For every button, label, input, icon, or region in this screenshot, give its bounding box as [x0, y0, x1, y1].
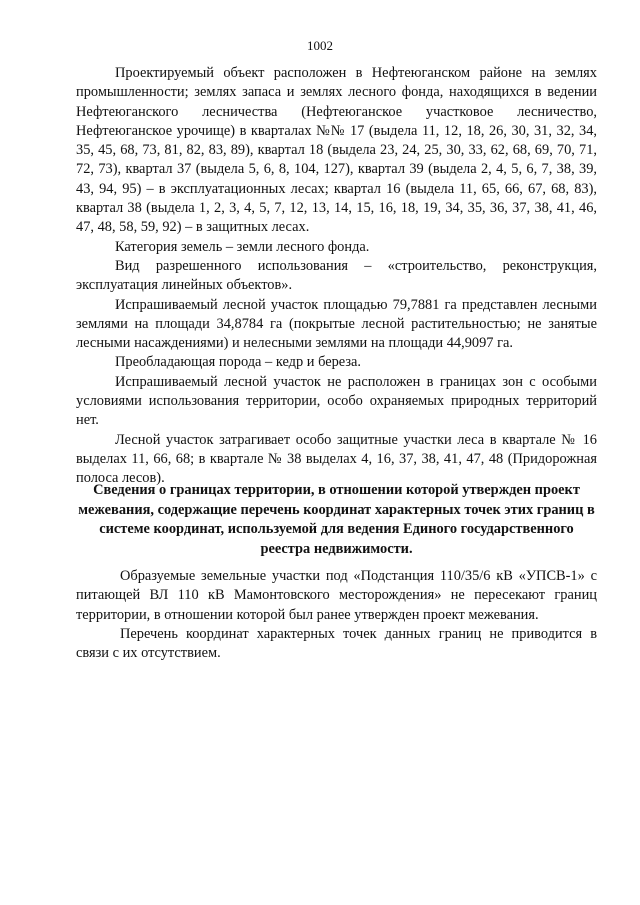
paragraph-special-zones: Испрашиваемый лесной участок не расположен в границах зон с особыми условиями использования территории, особо охраняемых природных территорий нет. — [76, 373, 597, 429]
section-heading: Сведения о границах территории, в отношении которой утвержден проект межевания, содержащие перечень координат характерных точек этих границ в системе координат, используемой для ведения Единого государственного реестра недвижимости. — [78, 482, 595, 557]
body-text — [76, 64, 597, 489]
paragraph-land-category: Категория земель – земли лесного фонда. — [115, 238, 370, 255]
paragraph-protected-areas: Лесной участок затрагивает особо защитные участки леса в квартале № 16 выделах 11, 66, 68; в квартале № 38 выделах 4, 16, 37, 38, 41, 47, 48 (Придорожная полоса лесов). — [76, 431, 597, 487]
page-number: 1002 — [307, 38, 333, 53]
section-text — [76, 567, 597, 663]
paragraph-coordinates-absent: Перечень координат характерных точек данных границ не приводится в связи с их отсутствием. — [76, 625, 597, 662]
paragraph-dominant-species: Преобладающая порода – кедр и береза. — [115, 354, 362, 371]
paragraph-permitted-use: Вид разрешенного использования – «строительство, реконструкция, эксплуатация линейных объектов». — [76, 257, 597, 294]
paragraph-plots-intersection: Образуемые земельные участки под «Подстанция 110/35/6 кВ «УПСВ-1» с питающей ВЛ 110 кВ Мамонтовского месторождения» не пересекают границ территории, в отношении которой был ранее утвержден проект межевания. — [76, 568, 597, 623]
paragraph-plot-area: Испрашиваемый лесной участок площадью 79,7881 га представлен лесными землями на площади 34,8784 га (покрытые лесной растительностью; не занятые лесными насаждениями) и нелесными землями на площади 44,9097 га. — [76, 296, 597, 352]
paragraph-object-location: Проектируемый объект расположен в Нефтеюганском районе на землях промышленности; землях запаса и землях лесного фонда, находящихся в ведении Нефтеюганского лесничества (Нефтеюганское участковое лесничество, Нефтеюганское урочище) в кварталах №№ 17 (выдела 11, 12, 18, 26, 30, 31, 32, 34, 35, 45, 68, 73, 81, 82, 83, 89), квартал 18 (выдела 23, 24, 25, 30, 33, 62, 68, 69, 70, 71, 72, 73), квартал 37 (выдела 5, 6, 8, 104, 127), квартал 39 (выдела 2, 4, 5, 6, 7, 38, 39, 43, 94, 95) – в эксплуатационных лесах; квартал 16 (выдела 11, 65, 66, 67, 68, 83), квартал 38 (выдела 1, 2, 3, 4, 5, 7, 12, 13, 14, 15, 16, 18, 19, 34, 35, 36, 37, 38, 41, 46, 47, 48, 58, 59, 92) – в защитных лесах. — [76, 65, 597, 236]
